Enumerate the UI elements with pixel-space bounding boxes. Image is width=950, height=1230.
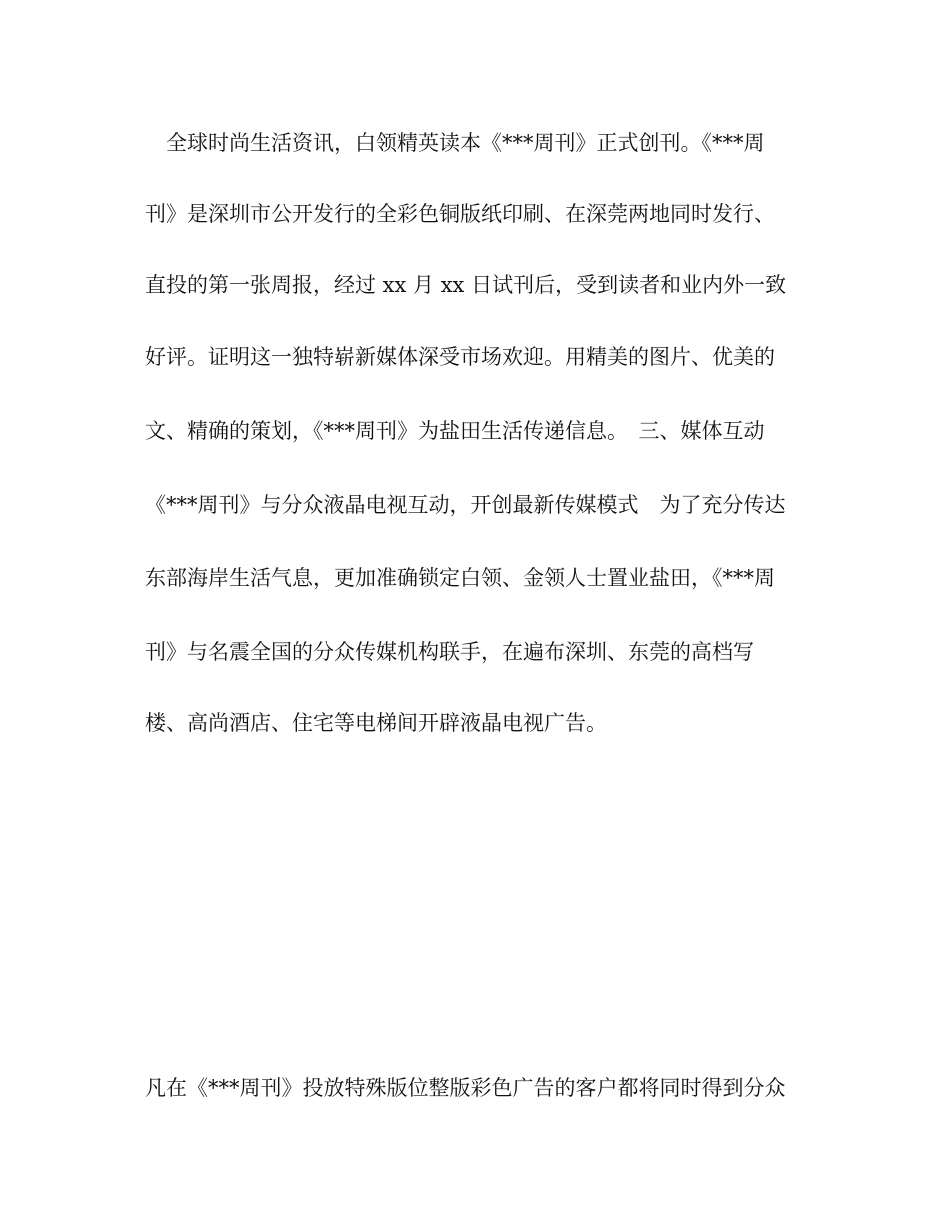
- paragraph-1-line-1: 全球时尚生活资讯，白领精英读本《***周刊》正式创刊。《***周: [145, 131, 765, 155]
- paragraph-2-line-1: 凡在《***周刊》投放特殊版位整版彩色广告的客户都将同时得到分众: [145, 1076, 786, 1100]
- paragraph-1-line-5: 文、精确的策划，《***周刊》为盐田生活传递信息。 三、媒体互动: [145, 419, 765, 443]
- paragraph-1-line-2: 刊》是深圳市公开发行的全彩色铜版纸印刷、在深莞两地同时发行、: [145, 202, 775, 226]
- paragraph-1-line-8: 刊》与名震全国的分众传媒机构联手，在遍布深圳、东莞的高档写: [145, 640, 754, 664]
- paragraph-1-line-9: 楼、高尚酒店、住宅等电梯间开辟液晶电视广告。: [145, 711, 607, 735]
- paragraph-1-line-7: 东部海岸生活气息，更加准确锁定白领、金领人士置业盐田，《***周: [145, 566, 775, 590]
- paragraph-1-line-3: 直投的第一张周报，经过 xx 月 xx 日试刊后，受到读者和业内外一致: [145, 273, 787, 297]
- paragraph-1-line-6: 《***周刊》与分众液晶电视互动，开创最新传媒模式 为了充分传达: [145, 493, 786, 517]
- paragraph-1-line-4: 好评。证明这一独特崭新媒体深受市场欢迎。用精美的图片、优美的: [145, 345, 775, 369]
